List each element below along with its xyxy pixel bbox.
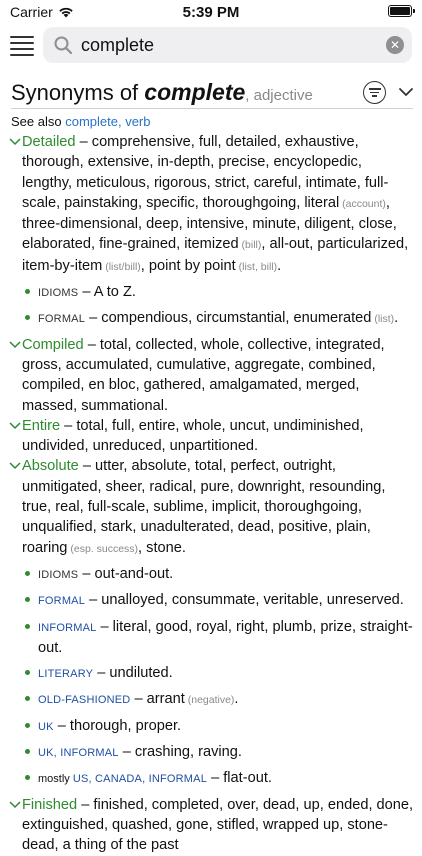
bullet-icon [25, 749, 30, 754]
synonym-text: – utter, absolute, total, perfect, outright, unmitigated, sheer, radical, pure, downright, resounding, true, real, full-scale, sublime, implicit, thoroughgoing, unqualified, stark, unadulterated, dead, positive, plain, roaring [22, 458, 386, 556]
list-item [0, 742, 422, 763]
clock: 5:39 PM [182, 4, 240, 21]
list-item [0, 716, 422, 737]
register-label: OLD-FASHIONED [38, 694, 131, 707]
synonym-text: – arrant [130, 691, 185, 708]
chevron-down-icon[interactable] [9, 138, 21, 146]
usage-note: (account) [339, 197, 386, 210]
search-icon [53, 35, 73, 55]
list-item [0, 282, 422, 303]
page-title [11, 79, 313, 106]
part-of-speech: , adjective [245, 87, 313, 104]
register-label: FORMAL [38, 313, 86, 326]
see-also [0, 112, 422, 132]
register-label: INFORMAL [38, 621, 97, 634]
usage-note: (list) [371, 313, 395, 326]
usage-note: (bill) [238, 239, 262, 252]
list-item [0, 768, 422, 789]
bullet-icon [25, 315, 30, 320]
sense-label[interactable]: Detailed [22, 134, 76, 150]
synonym-text: – thorough, proper. [53, 717, 182, 734]
hamburger-menu-icon[interactable] [10, 36, 34, 56]
header-divider [11, 108, 413, 109]
sense-label[interactable]: Compiled [22, 336, 84, 353]
synonym-text: – A to Z. [78, 284, 136, 301]
list-item [0, 308, 422, 329]
bullet-icon [25, 571, 30, 576]
bullet-icon [25, 723, 30, 728]
synonym-text: – flat-out. [207, 770, 272, 787]
synonym-text: – total, full, entire, whole, uncut, undiminished, undivided, unreduced, unpartitioned. [22, 417, 364, 455]
search-input[interactable] [81, 27, 381, 63]
register-label: UK, INFORMAL [38, 747, 119, 760]
synonym-text: , three-dimensional, deep, intensive, minute, diligent, close, elaborated, fine-grained, itemized [22, 194, 397, 253]
sense-finished [0, 795, 422, 856]
sense-label[interactable]: Absolute [22, 458, 79, 475]
synonym-text: – total, collected, whole, collective, integrated, gross, accumulated, cumulative, aggregate, combined, compiled, en bloc, gathered, amalgamated, merged, massed, summational. [22, 336, 385, 414]
register-label: UK [38, 720, 54, 733]
synonym-text: . [277, 257, 282, 274]
synonym-text: – undiluted. [93, 665, 173, 682]
entry-header [0, 76, 422, 112]
see-also-label: See also [11, 114, 62, 129]
synonym-text: – out-and-out. [78, 565, 174, 582]
register-label: US, CANADA, INFORMAL [72, 773, 208, 786]
register-prefix: mostly [38, 773, 73, 786]
usage-note: (esp. success) [67, 542, 139, 555]
register-label: IDIOMS [38, 568, 79, 581]
usage-note: (list/bill) [102, 260, 141, 273]
synonym-text: – comprehensive, full, detailed, exhaustive, thorough, extensive, in-depth, precise, encyclopedic, lengthy, meticulous, rigorous, strict, careful, intimate, full-scale, painstaking, specific, thoroughgoing, literal [22, 134, 389, 211]
chevron-down-icon[interactable] [9, 341, 21, 349]
usage-note: (list, bill) [235, 260, 278, 273]
sense-label[interactable]: Entire [22, 417, 61, 434]
carrier-label: Carrier [10, 4, 53, 20]
synonym-text: . [234, 691, 239, 708]
synonym-text: – literal, good, royal, right, plumb, prize, straight-out. [38, 618, 413, 656]
synonym-text: , point by point [140, 257, 236, 274]
list-item [0, 590, 422, 611]
chevron-down-icon[interactable] [9, 422, 21, 430]
synonym-text: – crashing, raving. [118, 744, 242, 761]
status-bar [0, 0, 422, 26]
search-bar[interactable] [43, 27, 412, 63]
chevron-down-icon[interactable] [9, 462, 21, 470]
sense-compiled [0, 335, 422, 416]
filter-icon[interactable] [363, 81, 386, 104]
sense-label[interactable]: Finished [22, 796, 78, 813]
search-toolbar [0, 26, 422, 66]
headword: complete [144, 79, 246, 105]
list-item [0, 663, 422, 684]
list-item [0, 564, 422, 585]
list-item [0, 689, 422, 710]
bullet-icon [25, 289, 30, 294]
synonym-text: . [394, 310, 399, 327]
battery-icon [388, 5, 412, 17]
sense-entire [0, 416, 422, 457]
synonym-text: – compendious, circumstantial, enumerated [85, 310, 372, 327]
synonyms-content [0, 112, 422, 854]
chevron-down-icon[interactable] [9, 801, 21, 809]
bullet-icon [25, 670, 30, 675]
bullet-icon [25, 696, 30, 701]
register-label: FORMAL [38, 595, 86, 608]
sense-absolute [0, 456, 422, 558]
list-item [0, 617, 422, 659]
see-also-link[interactable]: complete, verb [65, 114, 151, 129]
title-prefix: Synonyms of [11, 80, 139, 105]
bullet-icon [25, 597, 30, 602]
synonym-text: , stone. [138, 539, 186, 556]
sense-detailed [0, 132, 422, 277]
synonym-text: – unalloyed, consummate, veritable, unreserved. [85, 592, 404, 609]
bullet-icon [25, 624, 30, 629]
bullet-icon [25, 775, 30, 780]
usage-note: (negative) [184, 694, 235, 707]
synonym-text: , all-out, particularized, item-by-item [22, 236, 409, 274]
chevron-down-icon[interactable] [397, 83, 415, 101]
register-label: IDIOMS [38, 287, 79, 300]
register-label: LITERARY [38, 668, 94, 681]
synonym-text: – finished, completed, over, dead, up, ended, done, extinguished, quashed, gone, stifled, wrapped up, stone-dead, a thing of the past [22, 796, 414, 854]
clear-search-icon[interactable]: ✕ [386, 36, 404, 54]
